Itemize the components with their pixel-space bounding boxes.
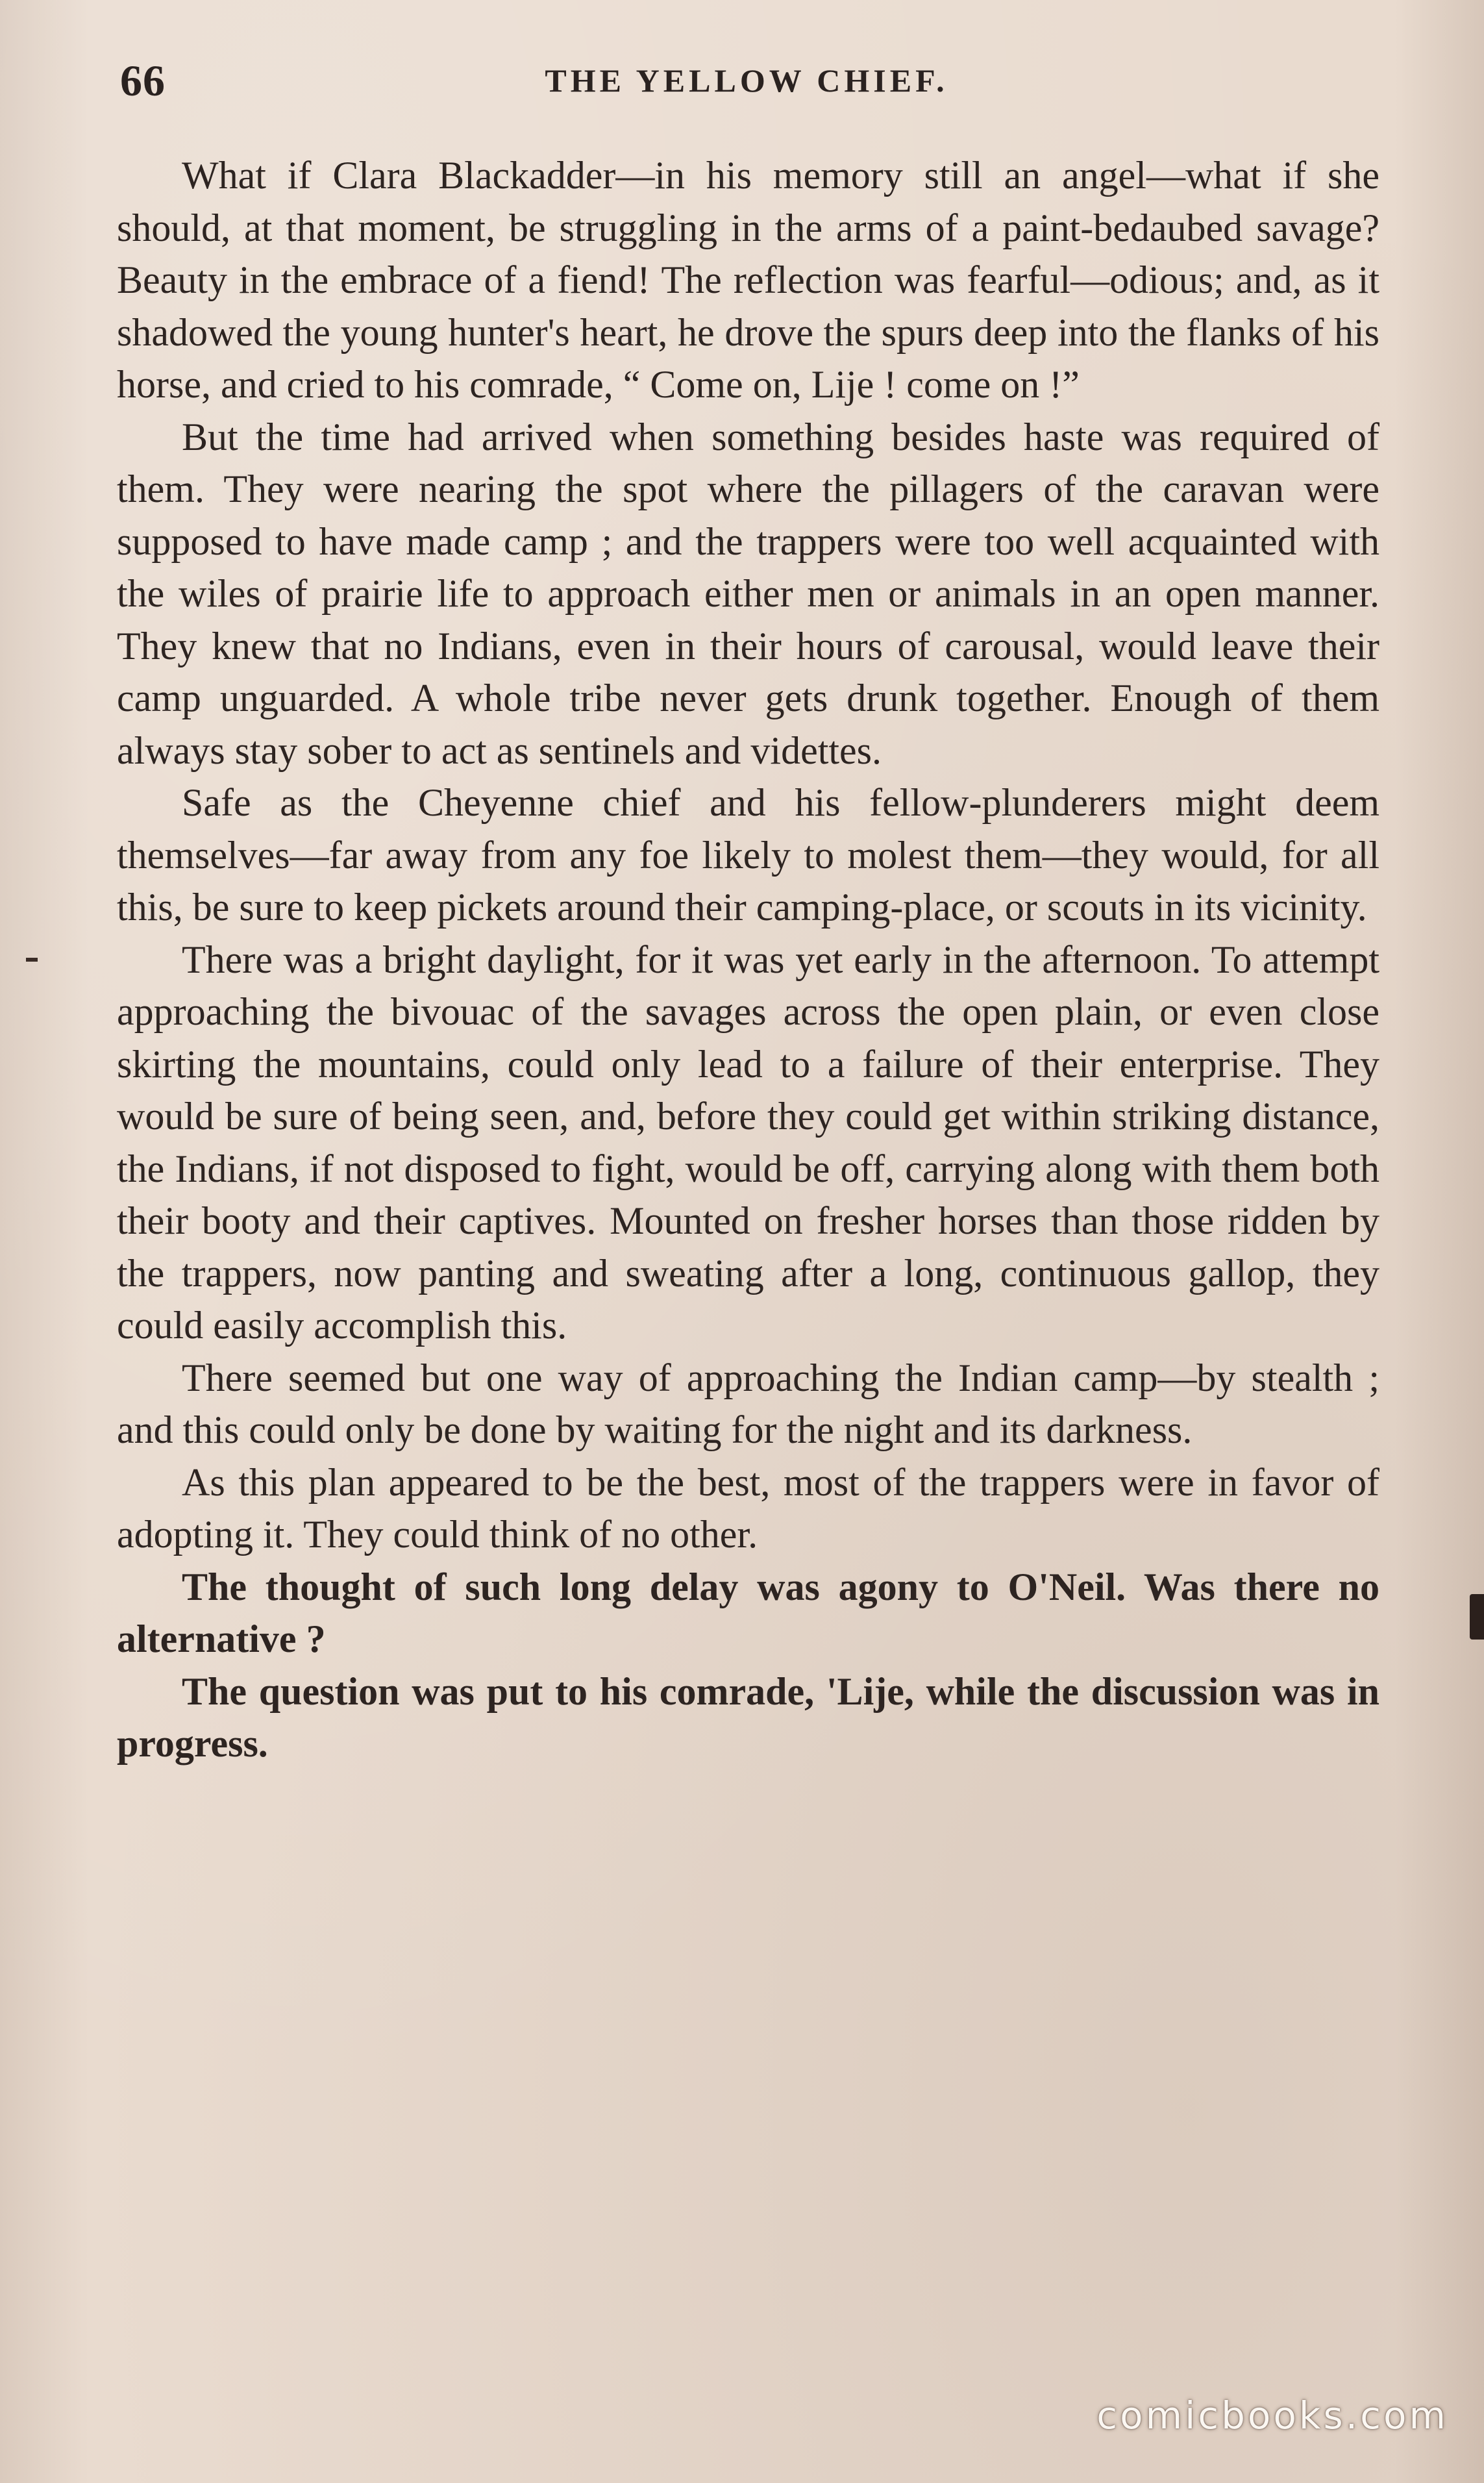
paragraph-5: There seemed but one way of approaching the Indian camp—by stealth ; and this could only be done by waiting for the night and its darkness. bbox=[117, 1356, 1379, 1451]
watermark: comicbooks.com bbox=[1096, 2393, 1448, 2438]
body-text bbox=[117, 149, 1379, 1770]
paragraph-3: Safe as the Cheyenne chief and his fellow-plunderers might deem themselves—far away from any foe likely to molest them—they would, for all this, be sure to keep pickets around their camping-place, or scouts in its vicinity. bbox=[117, 781, 1379, 929]
paragraph-7: The thought of such long delay was agony to O'Neil. Was there no alternative ? bbox=[117, 1565, 1379, 1660]
page-header bbox=[120, 55, 1373, 114]
paragraph-4: There was a bright daylight, for it was yet early in the afternoon. To attempt approaching the bivouac of the savages across the open plain, or even close skirting the mountains, could only lead to a failure of their enterprise. They would be sure of being seen, and, before they could get within striking distance, the Indians, if not disposed to fight, would be off, carrying along with them both their booty and their captives. Mounted on fresher horses than those ridden by the trappers, now panting and sweating after a long, continuous gallop, they could easily accomplish this. bbox=[117, 938, 1379, 1347]
running-title: THE YELLOW CHIEF. bbox=[545, 62, 948, 99]
margin-mark-right bbox=[1470, 1594, 1484, 1640]
paragraph-2: But the time had arrived when something besides haste was required of them. They were nearing the spot where the pillagers of the caravan were supposed to have made camp ; and the trappers were too well acquainted with the wiles of prairie life to approach either men or animals in an open manner. They knew that no Indians, even in their hours of carousal, would leave their camp unguarded. A whole tribe never gets drunk together. Enough of them always stay sober to act as sentinels and videttes. bbox=[117, 415, 1379, 772]
paragraph-1: What if Clara Blackadder—in his memory still an angel—what if she should, at that moment, be struggling in the arms of a paint-bedaubed savage? Beauty in the embrace of a fiend! The reflection was fearful—odious; and, as it shadowed the young hunter's heart, he drove the spurs deep into the flanks of his horse, and cried to his comrade, “ Come on, Lije ! come on !” bbox=[117, 154, 1379, 406]
paragraph-8: The question was put to his comrade, 'Lije, while the discussion was in progress. bbox=[117, 1669, 1379, 1765]
margin-mark-left bbox=[26, 958, 38, 962]
page-number: 66 bbox=[120, 56, 166, 105]
paragraph-6: As this plan appeared to be the best, most of the trappers were in favor of adopting it. They could think of no other. bbox=[117, 1460, 1379, 1556]
